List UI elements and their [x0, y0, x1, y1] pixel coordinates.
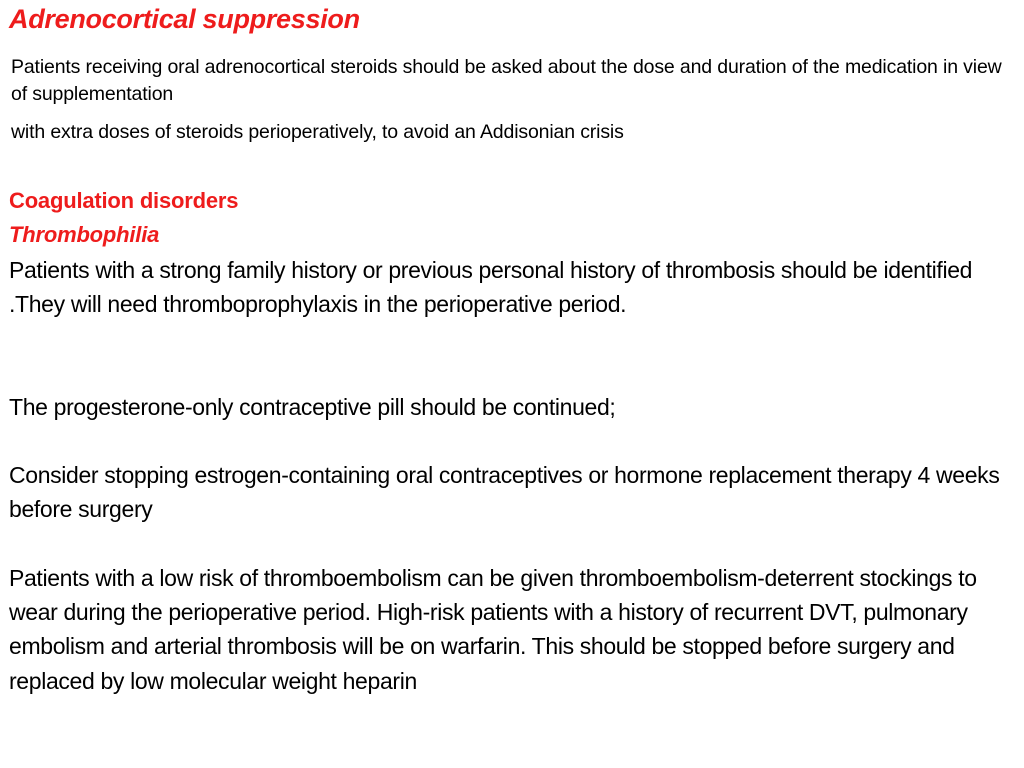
adrenal-title: Adrenocortical suppression — [9, 4, 360, 34]
thrombophilia-paragraph-2: The progesterone-only contraceptive pill should be continued; — [9, 394, 616, 420]
thrombophilia-subheading: Thrombophilia — [9, 222, 160, 247]
thrombophilia-paragraph-4: Patients with a low risk of thromboembolism can be given thromboembolism-deterrent stockings to wear during the perioperative period. High-risk patients with a history of recurrent DVT, pulmonary embolism and arterial thrombosis will be on warfarin. This should be stopped before surgery and replaced by low molecular weight heparin — [9, 565, 977, 694]
thrombophilia-paragraph-3: Consider stopping estrogen-containing oral contraceptives or hormone replacement therapy 4 weeks before surgery — [9, 462, 1000, 523]
adrenal-paragraph-2: with extra doses of steroids perioperatively, to avoid an Addisonian crisis — [11, 121, 624, 143]
coagulation-heading: Coagulation disorders — [9, 188, 239, 213]
thrombophilia-paragraph-1: Patients with a strong family history or previous personal history of thrombosis should be identified .They will need thromboprophylaxis in the perioperative period. — [9, 257, 973, 318]
adrenal-paragraph-1: Patients receiving oral adrenocortical steroids should be asked about the dose and duration of the medication in view of supplementation — [11, 56, 1002, 105]
